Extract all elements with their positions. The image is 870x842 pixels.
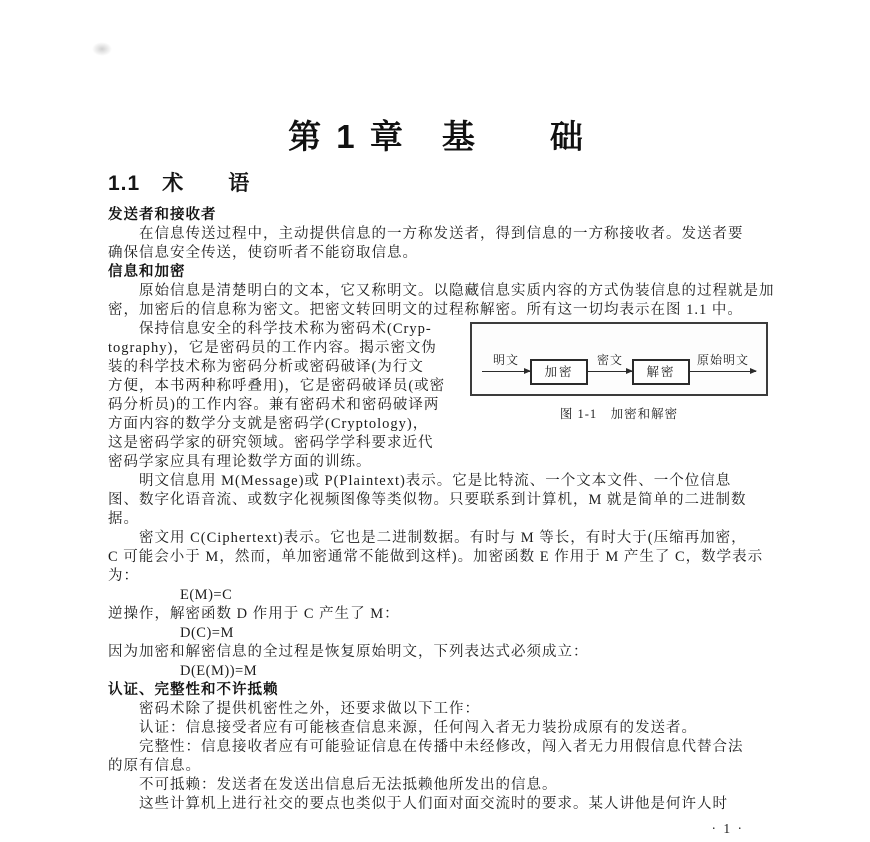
- paragraph-line: 密码术除了提供机密性之外，还要求做以下工作：: [108, 701, 480, 717]
- figure-1-1: [462, 320, 768, 424]
- page-content: [108, 0, 775, 838]
- text-and-figure-row: [108, 320, 766, 472]
- subheading-auth-integrity-nonrepudiation: 认证、完整性和不许抵赖: [108, 682, 279, 698]
- paragraph-line: 这些计算机上进行社交的要点也类似于人们面对面交流时的要求。某人讲他是何许人时: [108, 796, 728, 812]
- paragraph-line: 图、数字化语音流、或数字化视频图像等类似物。只要联系到计算机，M 就是简单的二进制数: [108, 492, 747, 508]
- paragraph-line: 密码学家应具有理论数学方面的训练。: [108, 454, 372, 470]
- paragraph-line: tography)，它是密码员的工作内容。揭示密文伪: [108, 340, 437, 356]
- paragraph-line: 为：: [108, 568, 139, 584]
- label-original-plaintext: 原始明文: [696, 353, 750, 367]
- paragraph-line: 保持信息安全的科学技术称为密码术(Cryp-: [108, 321, 432, 337]
- paragraph-line: C 可能会小于 M，然而，单加密通常不能做到这样)。加密函数 E 作用于 M 产生了 C，数学表示: [108, 549, 764, 565]
- subheading-sender-receiver: 发送者和接收者: [108, 207, 217, 223]
- paragraph-line: 确保信息安全传送，使窃听者不能窃取信息。: [108, 245, 418, 261]
- paragraph-line: 密文用 C(Ciphertext)表示。它也是二进制数据。有时与 M 等长，有时大于(压缩再加密，: [108, 530, 747, 546]
- paragraph-line: 在信息传送过程中，主动提供信息的一方称发送者，得到信息的一方称接收者。发送者要: [108, 226, 744, 242]
- paragraph-line: 不可抵赖：发送者在发送出信息后无法抵赖他所发出的信息。: [108, 777, 558, 793]
- paragraph-line: 这是密码学家的研究领域。密码学学科要求近代: [108, 435, 434, 451]
- paragraph-line: 完整性：信息接收者应有可能验证信息在传播中未经修改，闯入者无力用假信息代替合法: [108, 739, 744, 755]
- arrow-ciphertext: [588, 353, 632, 372]
- paragraph-line: 原始信息是清楚明白的文本，它又称明文。以隐藏信息实质内容的方式伪装信息的过程就是加: [108, 283, 775, 299]
- section-title: 1.1 术 语: [108, 172, 251, 195]
- paragraph-line: 装的科学技术称为密码分析或密码破译(为行文: [108, 359, 424, 375]
- subheading-information-encryption: 信息和加密: [108, 264, 186, 280]
- label-plaintext: 明文: [492, 353, 520, 367]
- paragraph-line: 密，加密后的信息称为密文。把密文转回明文的过程称解密。所有这一切均表示在图 1.1 中。: [108, 302, 743, 318]
- figure-1-1-diagram: [470, 322, 768, 396]
- narrow-text-column: [108, 320, 462, 472]
- formula-encryption: E(M)=C: [180, 587, 233, 603]
- paragraph-line: 的原有信息。: [108, 758, 201, 774]
- arrow-original-plaintext-out: [690, 353, 756, 372]
- paragraph-line: 码分析员)的工作内容。兼有密码术和密码破译两: [108, 397, 440, 413]
- formula-decryption: D(C)=M: [180, 625, 234, 641]
- paragraph-line: 认证：信息接受者应有可能核查信息来源，任何闯入者无力装扮成原有的发送者。: [108, 720, 697, 736]
- formula-identity: D(E(M))=M: [180, 663, 258, 679]
- paragraph-line: 据。: [108, 511, 139, 527]
- paragraph-line: 方面内容的数学分支就是密码学(Cryptology)，: [108, 416, 429, 432]
- box-encrypt: 加密: [530, 359, 588, 385]
- paragraph-line: 因为加密和解密信息的全过程是恢复原始明文，下列表达式必须成立：: [108, 644, 589, 660]
- figure-caption: 图 1-1 加密和解密: [559, 407, 679, 421]
- paragraph-line: 逆操作，解密函数 D 作用于 C 产生了 M：: [108, 606, 400, 622]
- label-ciphertext: 密文: [596, 353, 624, 367]
- paragraph-line: 方便，本书两种称呼叠用)，它是密码破译员(或密: [108, 378, 446, 394]
- box-decrypt: 解密: [632, 359, 690, 385]
- encryption-flow: [472, 338, 766, 379]
- body-text: [108, 206, 775, 838]
- paragraph-line: 明文信息用 M(Message)或 P(Plaintext)表示。它是比特流、一个文本文件、一个位信息: [108, 473, 732, 489]
- page-number: · 1 ·: [711, 821, 744, 836]
- arrow-plaintext-in: [482, 353, 530, 372]
- chapter-title: 第 1 章 基 础: [288, 118, 586, 155]
